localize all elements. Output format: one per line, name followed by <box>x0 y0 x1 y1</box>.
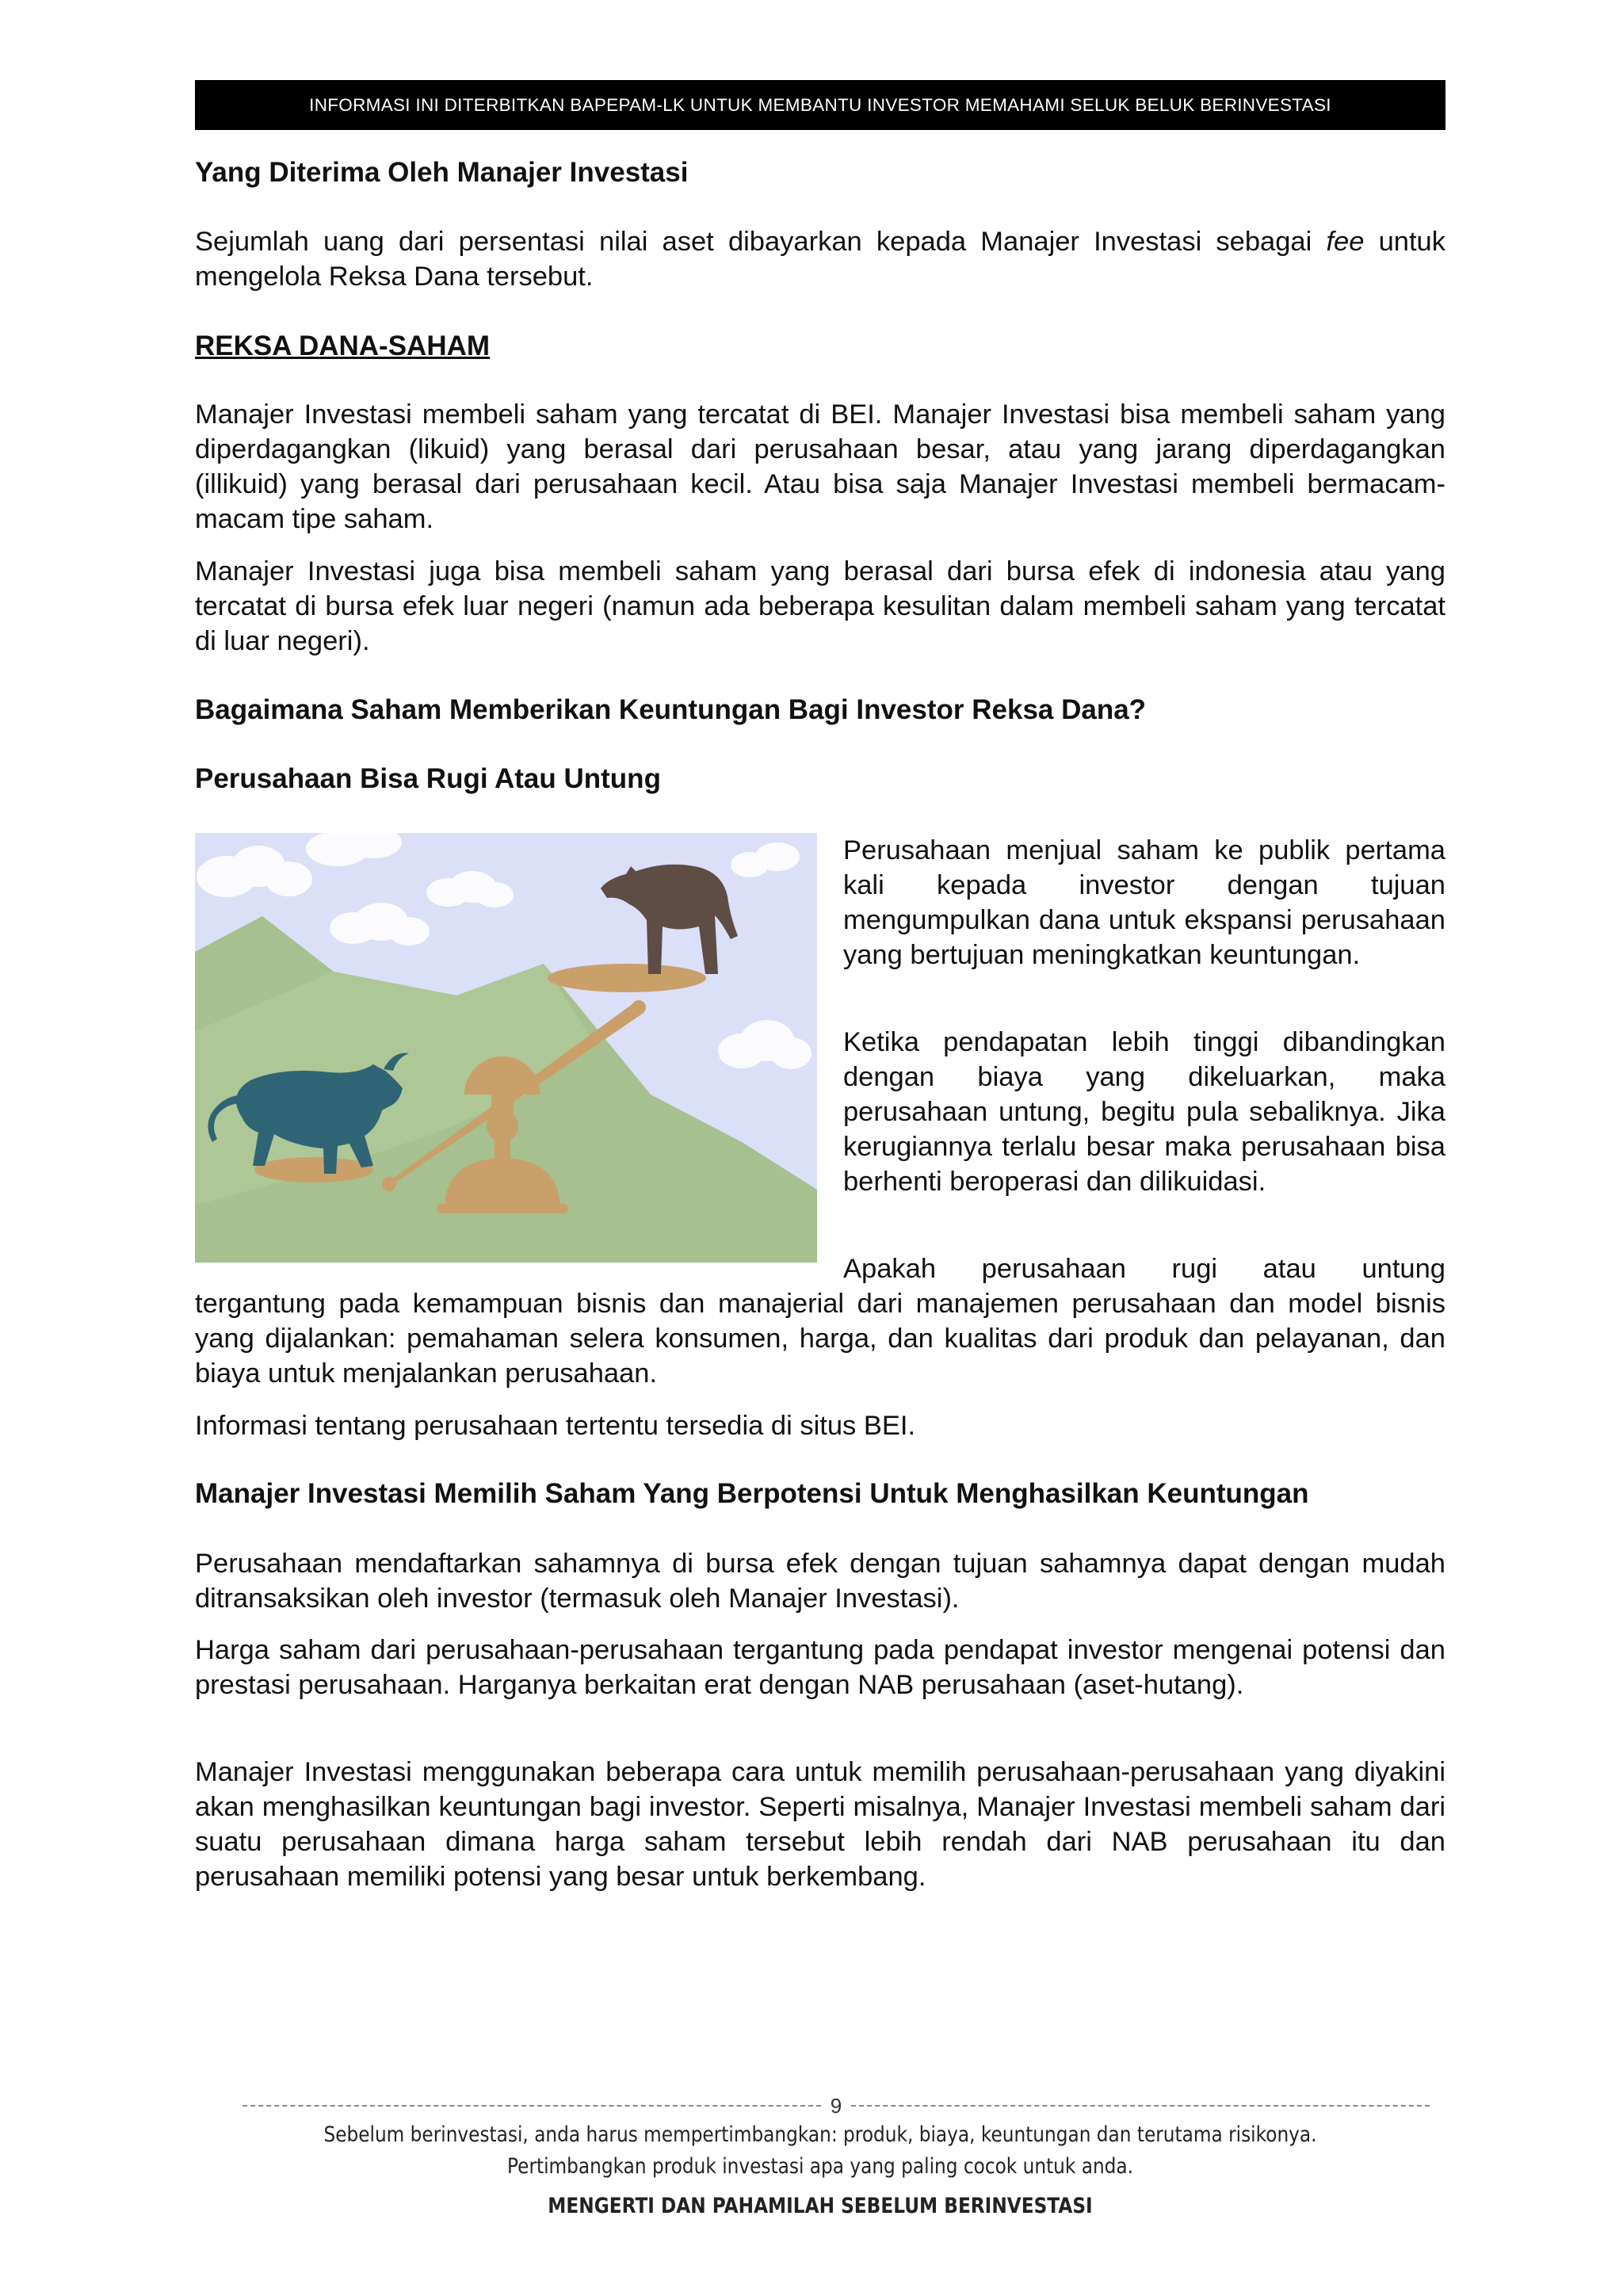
paragraph-saham-1: Manajer Investasi membeli saham yang tercatat di BEI. Manajer Investasi bisa membeli saham yang diperdagangkan (likuid) yang berasal dari perusahaan besar, atau yang jarang diperdagangkan (illikuid) yang berasal dari perusahaan kecil. Atau bisa saja Manajer Investasi membeli bermacam-macam tipe saham. <box>195 399 1445 534</box>
dashed-rule-right <box>851 2105 1430 2107</box>
paragraph-rugi-untung-line1: Apakah perusahaan rugi atau untung <box>843 1254 1445 1284</box>
bull-bear-seesaw-illustration <box>195 833 817 1263</box>
paragraph-daftar-saham: Perusahaan mendaftarkan sahamnya di bursa efek dengan tujuan sahamnya dapat dengan mudah ditransaksikan oleh investor (termasuk oleh Manajer Investasi). <box>195 1549 1445 1614</box>
section-title-rugi-untung: Perusahaan Bisa Rugi Atau Untung <box>195 763 661 794</box>
section-title-keuntungan: Bagaimana Saham Memberikan Keuntungan Bagi Investor Reksa Dana? <box>195 694 1147 725</box>
paragraph-harga-saham: Harga saham dari perusahaan-perusahaan tergantung pada pendapat investor mengenai potensi dan prestasi perusahaan. Harganya berkaitan erat dengan NAB perusahaan (aset-hutang). <box>195 1635 1445 1700</box>
paragraph-info-bei: Informasi tentang perusahaan tertentu tersedia di situs BEI. <box>195 1411 916 1441</box>
section-title-pilih-saham: Manajer Investasi Memilih Saham Yang Berpotensi Untuk Menghasilkan Keuntungan <box>195 1478 1309 1509</box>
section-title-fee: Yang Diterima Oleh Manajer Investasi <box>195 157 689 188</box>
footer-line-1: Sebelum berinvestasi, anda harus mempertimbangkan: produk, biaya, keuntungan dan terutama risikonya. <box>323 2122 1317 2147</box>
paragraph-pendapatan: Ketika pendapatan lebih tinggi dibandingkan dengan biaya yang dikeluarkan, maka perusahaan untung, begitu pula sebaliknya. Jika kerugiannya terlalu besar maka perusahaan bisa berhenti beroperasi dan dilikuidasi. <box>843 1027 1445 1197</box>
footer-separator <box>242 2093 1430 2118</box>
paragraph-saham-2: Manajer Investasi juga bisa membeli saham yang berasal dari bursa efek di indonesia atau yang tercatat di bursa efek luar negeri (namun ada beberapa kesulitan dalam membeli saham yang tercatat di luar negeri). <box>195 556 1445 656</box>
footer-slogan: MENGERTI DAN PAHAMILAH SEBELUM BERINVESTASI <box>548 2194 1093 2218</box>
page-number: 9 <box>830 2093 842 2118</box>
dashed-rule-left <box>242 2105 821 2107</box>
section-title-reksa-dana-saham: REKSA DANA-SAHAM <box>195 330 491 361</box>
paragraph-fee: Sejumlah uang dari persentasi nilai aset dibayarkan kepada Manajer Investasi sebagai fee untuk mengelola Reksa Dana tersebut. <box>195 227 1445 292</box>
paragraph-rugi-untung-rest: tergantung pada kemampuan bisnis dan manajerial dari manajemen perusahaan dan model bisnis yang dijalankan: pemahaman selera konsumen, harga, dan kualitas dari produk dan pelayanan, dan biaya untuk menjalankan perusahaan. <box>195 1289 1445 1389</box>
paragraph-ipo: Perusahaan menjual saham ke publik pertama kali kepada investor dengan tujuan mengumpulkan dana untuk ekspansi perusahaan yang bertujuan meningkatkan keuntungan. <box>843 835 1445 970</box>
fee-term: fee <box>1326 227 1365 257</box>
paragraph-cara-memilih: Manajer Investasi menggunakan beberapa cara untuk memilih perusahaan-perusahaan yang diyakini akan menghasilkan keuntungan bagi investor. Seperti misalnya, Manajer Investasi membeli saham dari suatu perusahaan dimana harga saham tersebut lebih rendah dari NAB perusahaan itu dan perusahaan memiliki potensi yang besar untuk berkembang. <box>195 1757 1445 1892</box>
header-banner: INFORMASI INI DITERBITKAN BAPEPAM-LK UNTUK MEMBANTU INVESTOR MEMAHAMI SELUK BELUK BERINVESTASI <box>195 80 1445 130</box>
footer-line-2: Pertimbangkan produk investasi apa yang paling cocok untuk anda. <box>506 2154 1134 2179</box>
